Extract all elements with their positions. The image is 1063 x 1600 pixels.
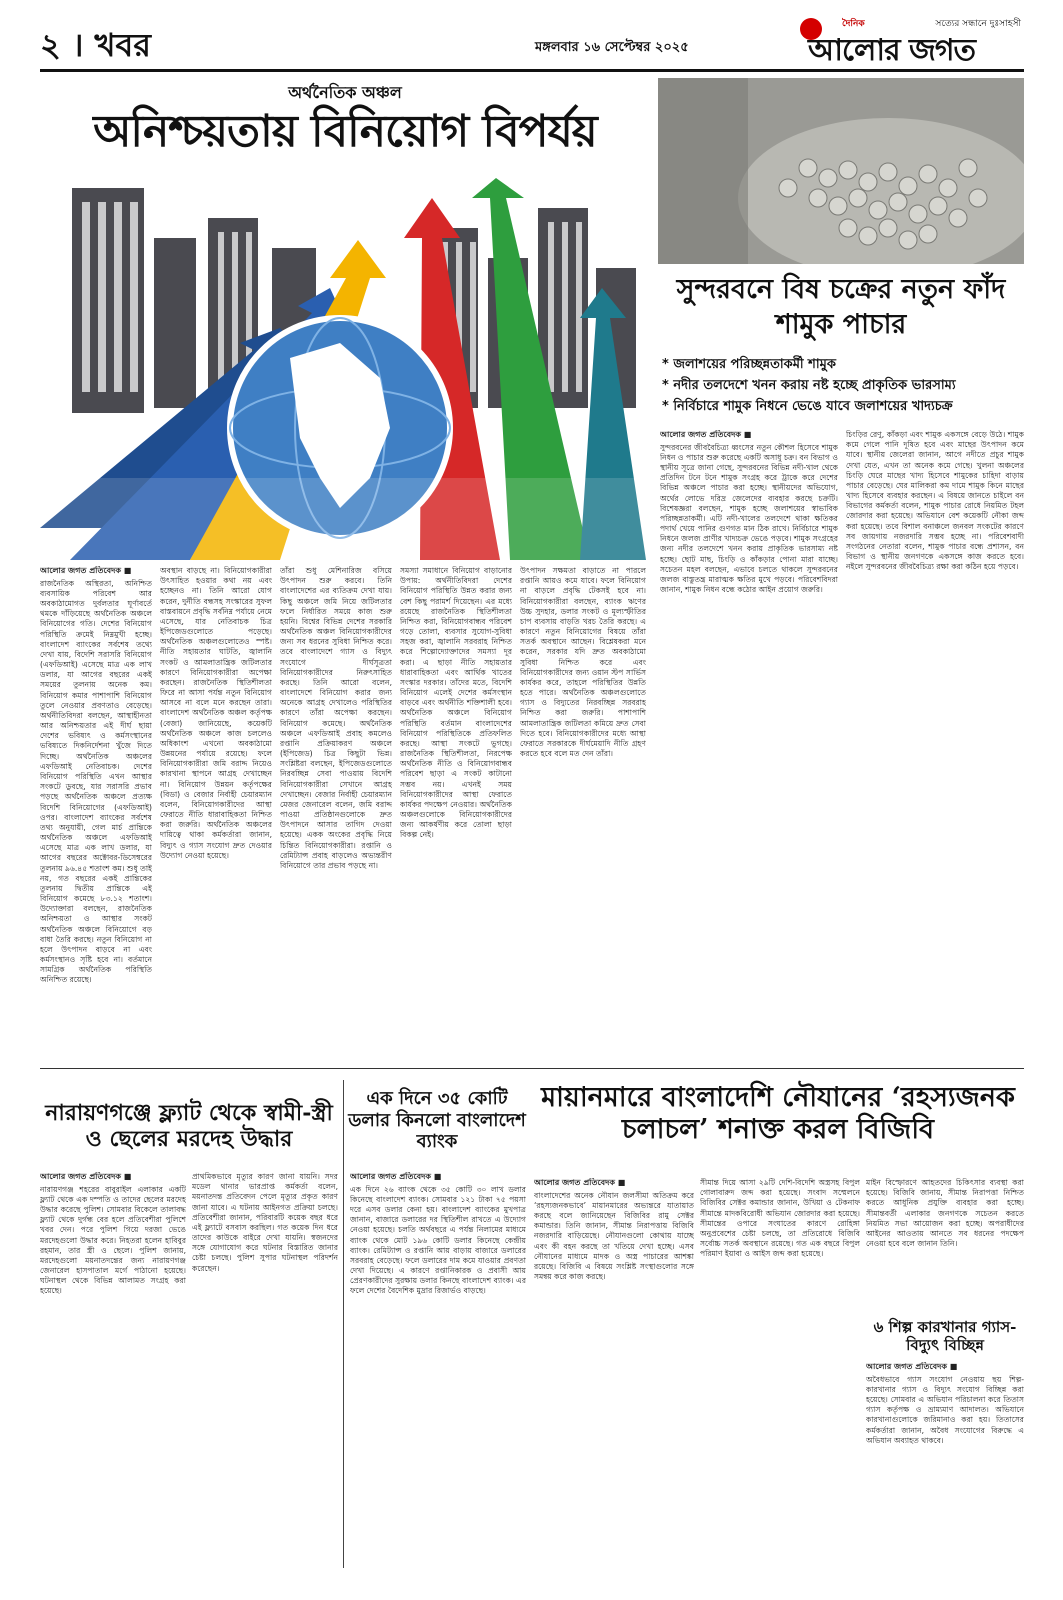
sidebar-bullet: * নির্বিচারে শামুক নিধনে ভেঙে যাবে জলাশয়ের খাদ্যচক্র [662, 398, 953, 414]
newspaper-logo [800, 14, 1025, 68]
logo-dainik: দৈনিক [842, 19, 865, 29]
column-divider [343, 1080, 344, 1568]
lead-byline: আলোর জগত প্রতিবেদক ■ [40, 566, 132, 575]
issue-date: মঙ্গলবার ১৬ সেপ্টেম্বর ২০২৫ [535, 40, 689, 55]
bank-headline: এক দিনে ৩৫ কোটি ডলার কিনলো বাংলাদেশ ব্যাংক [348, 1088, 526, 1153]
sidebar-col-1 [660, 430, 838, 1062]
page-number: ২ । খবর [40, 26, 151, 64]
bgb-byline: আলোর জগত প্রতিবেদক ■ [534, 1178, 626, 1187]
narayanganj-col-1-text: নারায়ণগঞ্জ শহরের বাবুরাইল এলাকার একটি ফ্ল্যাট থেকে এক দম্পতি ও তাদের ছেলের মরদেহ উদ্ধার করেছে পুলিশ। সোমবার বিকেলে তালাবদ্ধ ফ্ল্যাট থেকে দুর্গন্ধ বের হলে প্রতিবেশীরা পুলিশে খবর দেন। পরে পুলিশ গিয়ে দরজা ভেঙে মরদেহগুলো উদ্ধার করে। নিহতরা হলেন হাবিবুর রহমান, তার স্ত্রী ও ছেলে। পুলিশ জানায়, মরদেহগুলো ময়নাতদন্তের জন্য নারায়ণগঞ্জ জেনারেল হাসপাতাল মর্গে পাঠানো হয়েছে। ঘটনাস্থল থেকে বিভিন্ন আলামত সংগ্রহ করা হয়েছে। [40, 1184, 186, 1296]
investment-illustration [40, 178, 646, 560]
lead-col-3: তাঁরা শুধু মেশিনারিজ বসিয়ে উৎপাদন শুরু করবে। তিনি বাংলাদেশের এর ব্যতিক্রম দেখা যায়। কিছু অঞ্চলে জমি নিয়ে জটিলতার ফলে নির্ধারিত সময়ে কাজ শুরু হয়নি। বিশ্বের বিভিন্ন দেশের সরকারি অর্থনৈতিক অঞ্চল বিনিয়োগকারীদের জন্য সব ধরনের সুবিধা নিশ্চিত করে। তবে বাংলাদেশে গ্যাস ও বিদ্যুৎ সংযোগে দীর্ঘসূত্রতা বিনিয়োগকারীদের নিরুৎসাহিত করছে। তিনি আরো বলেন, বাংলাদেশে বিনিয়োগ করার জন্য অনেকে আগ্রহ দেখালেও পরিস্থিতির কারণে তাঁরা অপেক্ষা করছেন। বিনিয়োগ কমেছে। অর্থনৈতিক অঞ্চলে এফডিআই প্রবাহ কমলেও রপ্তানি প্রক্রিয়াকরণ অঞ্চলে (ইপিজেড) চিত্র কিছুটা ভিন্ন। সংশ্লিষ্টরা বলছেন, ইপিজেডগুলোতে নিরবচ্ছিন্ন সেবা পাওয়ায় বিদেশি বিনিয়োগকারীরা সেখানে আগ্রহ দেখাচ্ছেন। বেজার নির্বাহী চেয়ারম্যান মেজর জেনারেল বলেন, জমি বরাদ্দ পাওয়া প্রতিষ্ঠানগুলোকে দ্রুত উৎপাদনে আসার তাগিদ দেওয়া হয়েছে। একক অংকের প্রবৃদ্ধি নিয়ে চিন্তিত বিনিয়োগকারীরা। রপ্তানি ও রেমিট্যান্স প্রবাহ বাড়লেও অভ্যন্তরীণ বিনিয়োগে তার প্রভাব পড়ছে না। [280, 566, 392, 870]
gas-byline: আলোর জগত প্রতিবেদক ■ [866, 1362, 958, 1371]
gas-headline: ৬ শিল্প কারখানার গ্যাস-বিদ্যুৎ বিচ্ছিন্ন [873, 1318, 1017, 1354]
lead-col-5: উৎপাদন সক্ষমতা বাড়াতে না পারলে রপ্তানি আয়ও কমে যাবে। ফলে বিনিয়োগ না বাড়লে প্রবৃদ্ধি টেকসই হবে না। বিনিয়োগকারীরা বলছেন, ব্যাংক ঋণের উচ্চ সুদহার, ডলার সংকট ও মূল্যস্ফীতির চাপ ব্যবসায় বাড়তি খরচ তৈরি করছে। এ কারণে নতুন বিনিয়োগের বিষয়ে তাঁরা সতর্ক অবস্থানে আছেন। বিশ্লেষকরা মনে করেন, সরকার যদি দ্রুত অবকাঠামো সুবিধা নিশ্চিত করে এবং বিনিয়োগকারীদের জন্য ওয়ান স্টপ সার্ভিস কার্যকর করে, তাহলে পরিস্থিতির উন্নতি হতে পারে। অর্থনৈতিক অঞ্চলগুলোতে গ্যাস ও বিদ্যুতের নিরবচ্ছিন্ন সরবরাহ নিশ্চিত করা জরুরি। পাশাপাশি আমলাতান্ত্রিক জটিলতা কমিয়ে দ্রুত সেবা দিতে হবে। বিনিয়োগকারীদের মধ্যে আস্থা ফেরাতে সরকারকে দীর্ঘমেয়াদি নীতি গ্রহণ করতে হবে বলে মত দেন তাঁরা। [520, 566, 646, 759]
bgb-col-1 [534, 1178, 694, 1568]
lead-col-2: অবস্থান বাড়ছে না। বিনিয়োগকারীরা উৎসাহিত হওয়ার কথা নয় এবং হচ্ছেনও না। তিনি আরো যোগ করেন, দুর্নীতি বন্ধসহ সংস্কারের সুফল বাস্তবায়নে প্রবৃদ্ধি সর্বনিম্ন পর্যায়ে নেমে এসেছে, যার নেতিবাচক চিত্র ইপিজেডগুলোতে পড়েছে। অর্থনৈতিক অঞ্চলগুলোতেও স্পষ্ট। নীতি সহায়তার ঘাটতি, জ্বালানি সংকট ও আমলাতান্ত্রিক জটিলতার কারণে বিনিয়োগকারীরা অপেক্ষা করছেন। রাজনৈতিক স্থিতিশীলতা ফিরে না আসা পর্যন্ত নতুন বিনিয়োগ আসবে না বলে মনে করছেন তারা। বাংলাদেশ অর্থনৈতিক অঞ্চল কর্তৃপক্ষ (বেজা) জানিয়েছে, কয়েকটি অর্থনৈতিক অঞ্চলে কাজ চললেও অধিকাংশ এখনো অবকাঠামো উন্নয়নের পর্যায়ে রয়েছে। ফলে বিনিয়োগকারীরা জমি বরাদ্দ নিয়েও কারখানা স্থাপনে আগ্রহ দেখাচ্ছেন না। বিনিয়োগ উন্নয়ন কর্তৃপক্ষের (বিডা) ও বেজার নির্বাহী চেয়ারম্যান বলেন, বিনিয়োগকারীদের আস্থা ফেরাতে নীতি ধারাবাহিকতা নিশ্চিত করা জরুরি। অর্থনৈতিক অঞ্চলের দায়িত্বে থাকা কর্মকর্তারা জানান, বিদ্যুৎ ও গ্যাস সংযোগ দ্রুত দেওয়ার উদ্যোগ নেওয়া হয়েছে। [160, 566, 272, 860]
bgb-col-2: সীমান্ত দিয়ে আসা ২৯টি দেশি-বিদেশি অস্ত্রসহ বিপুল গোলাবারুদ জব্দ করা হয়েছে। সংবাদ সম্মেলনে বিজিবির সেক্টর কমান্ডার জানান, উখিয়া ও টেকনাফ সীমান্তে মাদকবিরোধী অভিযান জোরদার করা হয়েছে। সীমান্তের ওপারে সংঘাতের কারণে রোহিঙ্গা অনুপ্রবেশের চেষ্টা চলছে, তা প্রতিরোধে বিজিবি সর্বোচ্চ সতর্ক অবস্থানে রয়েছে। গত এক বছরে বিপুল পরিমাণ ইয়াবা ও আইস জব্দ করা হয়েছে। [700, 1178, 860, 1259]
logo-name: আলোর জগত [808, 33, 976, 68]
sidebar-col-1-text: সুন্দরবনের জীববৈচিত্র্য ধ্বংসের নতুন কৌশল হিসেবে শামুক নিধন ও পাচার শুরু করেছে একটি অসাধু চক্র। বন বিভাগ ও স্থানীয় সূত্রে জানা গেছে, সুন্দরবনের বিভিন্ন নদী-খাল থেকে প্রতিদিন টনে টনে শামুক সংগ্রহ করে ট্রাকে করে দেশের বিভিন্ন অঞ্চলে পাচার করা হচ্ছে। স্থানীয়দের অভিযোগ, অর্থের লোভে দরিদ্র জেলেদের ব্যবহার করছে চক্রটি। বিশেষজ্ঞরা বলছেন, শামুক হচ্ছে জলাশয়ের স্বাভাবিক পরিচ্ছন্নতাকর্মী। এটি নদী-খালের তলদেশে থাকা ক্ষতিকর পদার্থ খেয়ে পানির গুণগত মান ঠিক রাখে। নির্বিচারে শামুক নিধনে জলজ প্রাণীর খাদ্যচক্র ভেঙে পড়বে। শামুক সংগ্রহের জন্য নদীর তলদেশে খনন করায় প্রাকৃতিক ভারসাম্য নষ্ট হচ্ছে। ছোট মাছ, চিংড়ি ও কাঁকড়ার পোনা মারা যাচ্ছে। সচেতন মহল বলছেন, এভাবে চলতে থাকলে সুন্দরবনের জলজ বাস্তুতন্ত্র মারাত্মক ক্ষতির মুখে পড়বে। পরিবেশবিদরা জানান, শামুক নিধন বন্ধে কঠোর আইন প্রয়োগ জরুরি। [660, 442, 838, 595]
bank-body [350, 1172, 526, 1568]
sidebar-col-2: চিংড়ির রেণু, কাঁকড়া এবং শামুক একসঙ্গে বেড়ে উঠে। শামুক কমে গেলে পানি দূষিত হবে এবং মাছের উৎপাদন কমে যাবে। স্থানীয় জেলেরা জানান, আগে নদীতে প্রচুর শামুক দেখা যেত, এখন তা অনেক কমে গেছে। খুলনা অঞ্চলের চিংড়ি ঘেরে মাছের খাদ্য হিসেবে শামুকের চাহিদা বাড়ায় পাচার বেড়েছে। ঘের মালিকরা কম দামে শামুক কিনে মাছের খাদ্য হিসেবে ব্যবহার করছেন। এ বিষয়ে জানতে চাইলে বন বিভাগের কর্মকর্তা বলেন, শামুক পাচার রোধে নিয়মিত টহল জোরদার করা হয়েছে। অভিযানে বেশ কয়েকটি নৌকা জব্দ করা হয়েছে। তবে বিশাল বনাঞ্চলে জনবল সংকটের কারণে সব জায়গায় নজরদারি সম্ভব হচ্ছে না। পরিবেশবাদী সংগঠনের নেতারা বলেন, শামুক পাচার বন্ধে প্রশাসন, বন বিভাগ ও স্থানীয় জনগণকে একসঙ্গে কাজ করতে হবে। নইলে সুন্দরবনের জীববৈচিত্র্য রক্ষা করা কঠিন হয়ে পড়বে। [846, 430, 1024, 572]
narayanganj-col-1 [40, 1172, 186, 1568]
sidebar-bullets [662, 355, 1024, 417]
lead-col-1-text: রাজনৈতিক অস্থিরতা, অনিশ্চিত ব্যবসায়িক পরিবেশ আর অবকাঠামোগত দুর্বলতার ঘূর্ণাবর্তে থমকে দাঁড়িয়েছে অর্থনৈতিক অঞ্চলে বিনিয়োগের গতি। দেশের বিনিয়োগ পরিস্থিতি ক্রমেই নিম্নমুখী হচ্ছে। বাংলাদেশ ব্যাংকের সর্বশেষ তথ্যে দেখা যায়, বিদেশি সরাসরি বিনিয়োগ (এফডিআই) এসেছে মাত্র এক লাখ ডলার, যা আগের বছরের একই সময়ের তুলনায় অনেক কম। বিনিয়োগ কমার পাশাপাশি বিনিয়োগ তুলে নেওয়ার প্রবণতাও বেড়েছে। অর্থনীতিবিদরা বলছেন, আস্থাহীনতা আর অনিশ্চয়তার এই দীর্ঘ ছায়া দেশের ভবিষ্যৎ ও কর্মসংস্থানের ভবিষ্যতে দিকনির্দেশনা খুঁজে দিতে দিচ্ছে। অর্থনৈতিক অঞ্চলের এফডিআই নেতিবাচক। দেশের বিনিয়োগ পরিস্থিতি এখন আস্থার সংকটে ডুবছে, যার সরাসরি প্রভাব পড়ছে অর্থনৈতিক অঞ্চলে প্রত্যক্ষ বিদেশি বিনিয়োগের (এফডিআই) ওপর। বাংলাদেশ ব্যাংকের সর্বশেষ তথ্য অনুযায়ী, গেল মার্চ প্রান্তিকে অর্থনৈতিক অঞ্চলে এফডিআই এসেছে মাত্র এক লাখ ডলার, যা আগের বছরের অক্টোবর-ডিসেম্বরের তুলনায় ৯৬.৪৫ শতাংশ কম। শুধু তাই নয়, গত বছরের একই প্রান্তিকের তুলনায় দ্বিতীয় প্রান্তিকে এই বিনিয়োগ কমেছে ৮৩.১২ শতাংশ। উদ্যোক্তারা বলছেন, রাজনৈতিক অনিশ্চয়তা ও আস্থার সংকট অর্থনৈতিক অঞ্চলে বিনিয়োগে বড় বাধা তৈরি করছে। নতুন বিনিয়োগ না হলে উৎপাদন বাড়বে না এবং কর্মসংস্থানও সৃষ্টি হবে না। বর্তমানে সামগ্রিক অর্থনৈতিক পরিস্থিতি অনিশ্চিত রয়েছে। [40, 578, 152, 985]
lead-kicker: অর্থনৈতিক অঞ্চল [288, 83, 402, 102]
bgb-col-3: মাইন বিস্ফোরণে আহতদের চিকিৎসার ব্যবস্থা করা হয়েছে। বিজিবি জানায়, সীমান্ত নিরাপত্তা নিশ্চিত করতে আধুনিক প্রযুক্তি ব্যবহার করা হচ্ছে। সীমান্তবর্তী এলাকার জনগণকে সচেতন করতে নিয়মিত সভা আয়োজন করা হচ্ছে। অপরাধীদের আইনের আওতায় আনতে সব ধরনের পদক্ষেপ নেওয়া হবে বলে জানান তিনি। [866, 1178, 1024, 1249]
bank-body-text: এক দিনে ২৬ ব্যাংক থেকে ৩৫ কোটি ৩০ লাখ ডলার কিনেছে বাংলাদেশ ব্যাংক। সোমবার ১২১ টাকা ৭৫ পয়সা দরে এসব ডলার কেনা হয়। বাংলাদেশ ব্যাংকের মুখপাত্র জানান, বাজারে ডলারের দর স্থিতিশীল রাখতে এ উদ্যোগ নেওয়া হয়েছে। চলতি অর্থবছরে এ পর্যন্ত নিলামের মাধ্যমে ব্যাংক থেকে মোট ১৯৬ কোটি ডলার কিনেছে কেন্দ্রীয় ব্যাংক। রেমিট্যান্স ও রপ্তানি আয় বাড়ায় বাজারে ডলারের সরবরাহ বেড়েছে। ফলে ডলারের দাম কমে যাওয়ার প্রবণতা দেখা দিয়েছে। এ কারণে রপ্তানিকারক ও প্রবাসী আয় প্রেরণকারীদের সুরক্ষায় ডলার কিনছে বাংলাদেশ ব্যাংক। এর ফলে দেশের বৈদেশিক মুদ্রার রিজার্ভও বাড়ছে। [350, 1184, 526, 1296]
sidebar-bullet: * নদীর তলদেশে খনন করায় নষ্ট হচ্ছে প্রাকৃতিক ভারসাম্য [662, 377, 956, 393]
snail-photo [658, 78, 1024, 264]
bank-byline: আলোর জগত প্রতিবেদক ■ [350, 1172, 442, 1181]
narayanganj-headline: নারায়ণগঞ্জে ফ্ল্যাট থেকে স্বামী-স্ত্রী ও ছেলের মরদেহ উদ্ধার [45, 1100, 333, 1153]
gas-body-text: অবৈধভাবে গ্যাস সংযোগ নেওয়ায় ছয় শিল্প-কারখানার গ্যাস ও বিদ্যুৎ সংযোগ বিচ্ছিন্ন করা হয়েছে। সোমবার এ অভিযান পরিচালনা করে তিতাস গ্যাস কর্তৃপক্ষ ও ভ্রাম্যমাণ আদালত। অভিযানে কারখানাগুলোকে জরিমানাও করা হয়। তিতাসের কর্মকর্তারা জানান, অবৈধ সংযোগের বিরুদ্ধে এ অভিযান অব্যাহত থাকবে। [866, 1374, 1024, 1445]
lead-col-4: সমস্যা সমাধানে বিনিয়োগ বাড়ানোর উপায়: অর্থনীতিবিদরা দেশের বিনিয়োগ পরিস্থিতি উন্নত করার জন্য বেশ কিছু পরামর্শ দিয়েছেন। এর মধ্যে রয়েছে রাজনৈতিক স্থিতিশীলতা নিশ্চিত করা, বিনিয়োগবান্ধব পরিবেশ গড়ে তোলা, ব্যবসার সুযোগ-সুবিধা সহজ করা, জ্বালানি সরবরাহ নিশ্চিত করে শিল্পোদ্যোক্তাদের সমস্যা দূর করা। এ ছাড়া নীতি সহায়তার ধারাবাহিকতা এবং আর্থিক খাতের সংস্কার দরকার। তাঁদের মতে, বিদেশি বিনিয়োগ এলেই দেশের কর্মসংস্থান বাড়বে এবং অর্থনীতি শক্তিশালী হবে। অর্থনৈতিক অঞ্চলে বিনিয়োগ পরিস্থিতি বর্তমান বাংলাদেশের বিনিয়োগ পরিস্থিতিকে প্রতিফলিত করছে। আস্থা সংকটে ভুগছে। রাজনৈতিক স্থিতিশীলতা, নিরপেক্ষ অর্থনৈতিক নীতি ও বিনিয়োগবান্ধব পরিবেশ ছাড়া এ সংকট কাটানো সম্ভব নয়। এখনই সময় বিনিয়োগকারীদের আস্থা ফেরাতে কার্যকর পদক্ষেপ নেওয়ার। অর্থনৈতিক অঞ্চলগুলোকে বিনিয়োগকারীদের জন্য আকর্ষণীয় করে তোলা ছাড়া বিকল্প নেই। [400, 566, 512, 840]
bgb-headline: মায়ানমারে বাংলাদেশি নৌযানের ‘রহস্যজনক চলাচল’ শনাক্ত করল বিজিবি [541, 1082, 1015, 1146]
sidebar-headline: সুন্দরবনে বিষ চক্রের নতুন ফাঁদ শামুক পাচার [676, 274, 1006, 341]
gas-body [866, 1362, 1024, 1568]
sidebar-bullet: * জলাশয়ের পরিচ্ছন্নতাকর্মী শামুক [662, 357, 836, 372]
narayanganj-col-2: প্রাথমিকভাবে মৃত্যুর কারণ জানা যায়নি। সদর মডেল থানার ভারপ্রাপ্ত কর্মকর্তা বলেন, ময়নাতদন্ত প্রতিবেদন পেলে মৃত্যুর প্রকৃত কারণ জানা যাবে। এ ঘটনায় আইনগত প্রক্রিয়া চলছে। প্রতিবেশীরা জানান, পরিবারটি কয়েক বছর ধরে এই ফ্ল্যাটে বসবাস করছিল। গত কয়েক দিন ধরে তাদের কাউকে বাইরে দেখা যায়নি। স্বজনদের সঙ্গে যোগাযোগ করে ঘটনার বিস্তারিত জানার চেষ্টা চলছে। পুলিশ সুপার ঘটনাস্থল পরিদর্শন করেছেন। [192, 1172, 338, 1273]
section-rule [40, 1068, 1024, 1069]
lead-headline: অনিশ্চয়তায় বিনিয়োগ বিপর্যয় [93, 106, 597, 157]
bgb-col-1-text: বাংলাদেশের অনেক নৌযান জলসীমা অতিক্রম করে ‘রহস্যজনকভাবে’ মায়ানমারের অভ্যন্তরে যাতায়াত করছে বলে জানিয়েছেন বিজিবির রামু সেক্টর কমান্ডার। তিনি জানান, সীমান্ত নিরাপত্তায় বিজিবি নজরদারি বাড়িয়েছে। নৌযানগুলো কোথায় যাচ্ছে এবং কী বহন করছে তা খতিয়ে দেখা হচ্ছে। এসব নৌযানের মাধ্যমে মাদক ও অস্ত্র পাচারের আশঙ্কা রয়েছে। বিজিবি এ বিষয়ে সংশ্লিষ্ট সংস্থাগুলোর সঙ্গে সমন্বয় করে কাজ করছে। [534, 1190, 694, 1282]
sidebar-byline: আলোর জগত প্রতিবেদক ■ [660, 430, 752, 439]
masthead-rule [40, 69, 1024, 72]
logo-tagline: সত্যের সন্ধানে দুঃসাহসী [935, 19, 1021, 29]
lead-col-1 [40, 566, 152, 1061]
narayanganj-byline: আলোর জগত প্রতিবেদক ■ [40, 1172, 132, 1181]
